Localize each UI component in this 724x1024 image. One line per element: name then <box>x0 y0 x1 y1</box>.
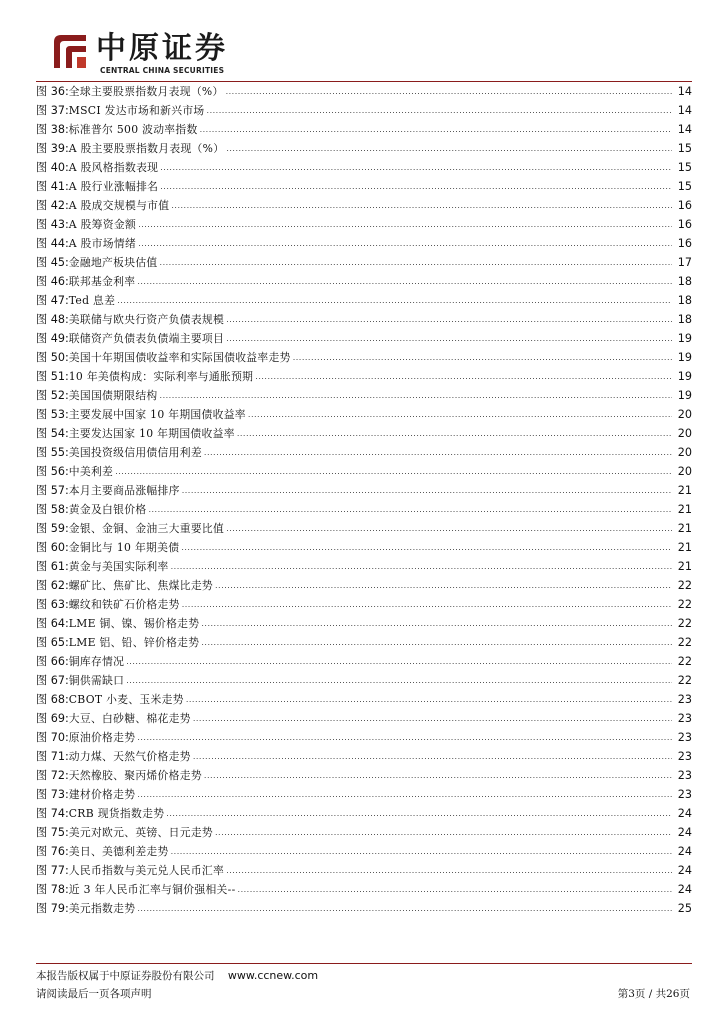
toc-entry[interactable] <box>36 842 692 861</box>
toc-entry-title: LME 铜、镍、锡价格走势 <box>68 617 200 630</box>
toc-dot-leader <box>226 861 672 880</box>
toc-dot-leader <box>115 462 672 481</box>
toc-entry-title: LME 铝、铅、锌价格走势 <box>68 636 200 649</box>
toc-entry-page: 21 <box>677 484 692 497</box>
toc-entry-label: 图 66: <box>36 655 69 668</box>
toc-entry-page: 15 <box>677 142 692 155</box>
toc-entry-title: A 股成交规模与市值 <box>68 199 170 212</box>
toc-entry-label: 图 69: <box>36 712 69 725</box>
toc-entry-page: 23 <box>677 693 692 706</box>
toc-entry-page: 16 <box>677 237 692 250</box>
toc-entry[interactable] <box>36 215 692 234</box>
toc-entry-page: 22 <box>677 674 692 687</box>
toc-entry[interactable] <box>36 310 692 329</box>
toc-dot-leader <box>193 709 672 728</box>
toc-dot-leader <box>160 253 672 272</box>
toc-entry[interactable] <box>36 728 692 747</box>
toc-entry-title: A 股主要股票指数月表现（%） <box>68 142 225 155</box>
toc-entry-label: 图 54: <box>36 427 69 440</box>
figure-table-of-contents <box>36 82 692 918</box>
toc-entry[interactable] <box>36 766 692 785</box>
toc-dot-leader <box>160 158 672 177</box>
toc-entry-page: 21 <box>677 522 692 535</box>
toc-entry-label: 图 78: <box>36 883 69 896</box>
toc-dot-leader <box>226 139 672 158</box>
toc-entry-title: 金融地产板块估值 <box>68 256 158 269</box>
toc-dot-leader <box>166 804 672 823</box>
toc-entry-page: 14 <box>677 85 692 98</box>
toc-entry[interactable] <box>36 576 692 595</box>
toc-entry-title: 本月主要商品涨幅排序 <box>68 484 180 497</box>
toc-entry-page: 16 <box>677 199 692 212</box>
toc-entry-page: 22 <box>677 655 692 668</box>
toc-entry-label: 图 38: <box>36 123 69 136</box>
toc-entry[interactable] <box>36 557 692 576</box>
toc-entry-page: 20 <box>677 446 692 459</box>
toc-entry-page: 22 <box>677 636 692 649</box>
toc-entry[interactable] <box>36 386 692 405</box>
toc-entry[interactable] <box>36 462 692 481</box>
toc-entry-label: 图 59: <box>36 522 69 535</box>
toc-entry-page: 18 <box>677 275 692 288</box>
toc-entry-label: 图 64: <box>36 617 69 630</box>
toc-entry-label: 图 44: <box>36 237 69 250</box>
toc-entry-title: A 股行业涨幅排名 <box>68 180 159 193</box>
toc-entry-label: 图 37: <box>36 104 69 117</box>
toc-entry-label: 图 63: <box>36 598 69 611</box>
toc-entry[interactable] <box>36 424 692 443</box>
toc-entry-title: 10 年美债构成：实际利率与通胀预期 <box>68 370 254 383</box>
toc-entry-page: 19 <box>677 389 692 402</box>
toc-entry-page: 23 <box>677 769 692 782</box>
toc-entry[interactable] <box>36 500 692 519</box>
toc-entry[interactable] <box>36 82 692 101</box>
toc-dot-leader <box>248 405 672 424</box>
toc-entry-label: 图 42: <box>36 199 69 212</box>
toc-entry-title: 大豆、白砂糖、棉花走势 <box>68 712 191 725</box>
toc-entry-label: 图 73: <box>36 788 69 801</box>
toc-entry-title: 动力煤、天然气价格走势 <box>68 750 191 763</box>
toc-entry-title: 螺矿比、焦矿比、焦煤比走势 <box>68 579 214 592</box>
toc-entry-page: 21 <box>677 541 692 554</box>
toc-entry-page: 19 <box>677 351 692 364</box>
toc-entry[interactable] <box>36 880 692 899</box>
toc-entry-title: CBOT 小麦、玉米走势 <box>68 693 184 706</box>
toc-entry-label: 图 49: <box>36 332 69 345</box>
toc-entry-page: 25 <box>677 902 692 915</box>
toc-dot-leader <box>137 272 672 291</box>
toc-entry-title: 美国投资级信用债信用利差 <box>68 446 202 459</box>
toc-entry[interactable] <box>36 481 692 500</box>
toc-entry[interactable] <box>36 690 692 709</box>
footer-copyright: 本报告版权属于中原证券股份有限公司 <box>36 970 215 982</box>
toc-entry-label: 图 74: <box>36 807 69 820</box>
toc-entry-page: 14 <box>677 123 692 136</box>
toc-entry-label: 图 56: <box>36 465 69 478</box>
toc-entry-label: 图 58: <box>36 503 69 516</box>
toc-dot-leader <box>207 101 672 120</box>
toc-entry-title: 联邦基金利率 <box>68 275 136 288</box>
toc-entry-title: 主要发达国家 10 年期国债收益率 <box>68 427 235 440</box>
toc-entry[interactable] <box>36 120 692 139</box>
toc-entry-label: 图 62: <box>36 579 69 592</box>
footer-disclaimer: 请阅读最后一页各项声明 <box>36 988 152 1000</box>
toc-entry[interactable] <box>36 234 692 253</box>
toc-entry-page: 23 <box>677 731 692 744</box>
toc-entry-page: 24 <box>677 883 692 896</box>
toc-entry-title: 美日、美德利差走势 <box>68 845 169 858</box>
toc-entry-title: A 股筹资金额 <box>68 218 137 231</box>
toc-dot-leader <box>226 329 672 348</box>
toc-entry[interactable] <box>36 633 692 652</box>
logo-chinese-name: 中原证券 <box>96 31 228 66</box>
toc-entry-label: 图 76: <box>36 845 69 858</box>
toc-entry-page: 14 <box>677 104 692 117</box>
toc-entry-page: 23 <box>677 788 692 801</box>
toc-dot-leader <box>171 557 672 576</box>
toc-entry-label: 图 43: <box>36 218 69 231</box>
toc-entry-title: 美国十年期国债收益率和实际国债收益率走势 <box>68 351 291 364</box>
toc-entry[interactable] <box>36 367 692 386</box>
toc-dot-leader <box>204 766 672 785</box>
toc-entry-label: 图 61: <box>36 560 69 573</box>
toc-entry-label: 图 51: <box>36 370 69 383</box>
toc-dot-leader <box>182 595 672 614</box>
toc-dot-leader <box>215 576 672 595</box>
toc-entry-page: 18 <box>677 294 692 307</box>
toc-entry[interactable] <box>36 253 692 272</box>
toc-entry-label: 图 55: <box>36 446 69 459</box>
toc-entry-page: 22 <box>677 598 692 611</box>
toc-entry-title: 铜供需缺口 <box>68 674 125 687</box>
toc-entry-title: 全球主要股票指数月表现（%） <box>68 85 224 98</box>
toc-entry[interactable] <box>36 177 692 196</box>
toc-entry-label: 图 67: <box>36 674 69 687</box>
toc-dot-leader <box>181 538 672 557</box>
toc-entry-label: 图 70: <box>36 731 69 744</box>
central-china-securities-logo-icon <box>50 32 90 72</box>
toc-entry-label: 图 65: <box>36 636 69 649</box>
toc-dot-leader <box>226 82 672 101</box>
toc-dot-leader <box>201 633 672 652</box>
toc-entry-label: 图 77: <box>36 864 69 877</box>
toc-entry-page: 23 <box>677 750 692 763</box>
footer-website-link[interactable]: www.ccnew.com <box>227 969 319 982</box>
toc-entry-title: 联储资产负债表负债端主要项目 <box>68 332 225 345</box>
toc-entry-label: 图 75: <box>36 826 69 839</box>
toc-entry-label: 图 72: <box>36 769 69 782</box>
toc-entry-title: 黄金及白银价格 <box>68 503 147 516</box>
toc-entry[interactable] <box>36 348 692 367</box>
toc-entry-page: 17 <box>677 256 692 269</box>
toc-entry-label: 图 79: <box>36 902 69 915</box>
toc-dot-leader <box>138 234 672 253</box>
report-header <box>38 30 688 82</box>
toc-entry[interactable] <box>36 443 692 462</box>
toc-entry[interactable] <box>36 101 692 120</box>
toc-dot-leader <box>160 177 672 196</box>
toc-entry[interactable] <box>36 652 692 671</box>
toc-entry[interactable] <box>36 804 692 823</box>
toc-dot-leader <box>226 310 672 329</box>
toc-entry-page: 24 <box>677 807 692 820</box>
toc-entry[interactable] <box>36 139 692 158</box>
toc-entry-label: 图 50: <box>36 351 69 364</box>
toc-entry[interactable] <box>36 291 692 310</box>
toc-dot-leader <box>137 785 672 804</box>
toc-entry-label: 图 45: <box>36 256 69 269</box>
toc-entry-label: 图 47: <box>36 294 69 307</box>
toc-entry-title: 美国国债期限结构 <box>68 389 158 402</box>
toc-dot-leader <box>237 424 672 443</box>
toc-entry-page: 21 <box>677 560 692 573</box>
toc-entry[interactable] <box>36 899 692 918</box>
toc-entry-label: 图 48: <box>36 313 69 326</box>
toc-dot-leader <box>293 348 672 367</box>
toc-entry-page: 24 <box>677 864 692 877</box>
toc-entry-page: 21 <box>677 503 692 516</box>
toc-entry-title: 金银、金铜、金油三大重要比值 <box>68 522 225 535</box>
toc-entry[interactable] <box>36 405 692 424</box>
toc-entry-page: 16 <box>677 218 692 231</box>
toc-entry[interactable] <box>36 519 692 538</box>
toc-dot-leader <box>148 500 672 519</box>
toc-entry[interactable] <box>36 196 692 215</box>
toc-entry-label: 图 57: <box>36 484 69 497</box>
toc-dot-leader <box>204 443 672 462</box>
toc-entry-title: 标准普尔 500 波动率指数 <box>68 123 198 136</box>
toc-entry-label: 图 40: <box>36 161 69 174</box>
footer-copyright-line <box>36 968 318 983</box>
toc-entry-title: 近 3 年人民币汇率与铜价强相关-- <box>68 883 236 896</box>
toc-entry-page: 22 <box>677 579 692 592</box>
toc-entry-page: 18 <box>677 313 692 326</box>
toc-dot-leader <box>182 481 672 500</box>
toc-entry[interactable] <box>36 671 692 690</box>
toc-entry[interactable] <box>36 538 692 557</box>
toc-dot-leader <box>186 690 672 709</box>
toc-entry-title: A 股风格指数表现 <box>68 161 159 174</box>
toc-entry-page: 24 <box>677 826 692 839</box>
toc-entry[interactable] <box>36 709 692 728</box>
toc-entry-page: 20 <box>677 465 692 478</box>
toc-entry-title: 铜库存情况 <box>68 655 125 668</box>
toc-entry[interactable] <box>36 272 692 291</box>
toc-entry-title: CRB 现货指数走势 <box>68 807 165 820</box>
toc-dot-leader <box>215 823 672 842</box>
toc-dot-leader <box>226 519 672 538</box>
toc-dot-leader <box>171 842 672 861</box>
toc-dot-leader <box>171 196 672 215</box>
toc-entry-title: 金铜比与 10 年期美债 <box>68 541 180 554</box>
toc-entry[interactable] <box>36 823 692 842</box>
toc-entry-page: 23 <box>677 712 692 725</box>
toc-entry-page: 20 <box>677 427 692 440</box>
toc-entry-title: 建材价格走势 <box>68 788 136 801</box>
toc-entry-title: 天然橡胶、聚丙烯价格走势 <box>68 769 202 782</box>
toc-entry-label: 图 53: <box>36 408 69 421</box>
toc-entry-label: 图 68: <box>36 693 69 706</box>
toc-entry-title: 美元对欧元、英镑、日元走势 <box>68 826 214 839</box>
toc-entry-label: 图 46: <box>36 275 69 288</box>
toc-entry-page: 22 <box>677 617 692 630</box>
logo-english-name: CENTRAL CHINA SECURITIES <box>100 66 225 75</box>
toc-dot-leader <box>138 215 672 234</box>
toc-entry-page: 15 <box>677 180 692 193</box>
toc-entry-title: 美联储与欧央行资产负债表规模 <box>68 313 225 326</box>
toc-entry[interactable] <box>36 861 692 880</box>
toc-dot-leader <box>238 880 672 899</box>
toc-entry-title: 原油价格走势 <box>68 731 136 744</box>
footer-divider <box>36 963 692 964</box>
toc-entry-label: 图 52: <box>36 389 69 402</box>
toc-dot-leader <box>193 747 672 766</box>
toc-dot-leader <box>201 614 672 633</box>
toc-entry[interactable] <box>36 614 692 633</box>
toc-entry-title: MSCI 发达市场和新兴市场 <box>68 104 205 117</box>
toc-dot-leader <box>255 367 672 386</box>
toc-entry[interactable] <box>36 158 692 177</box>
toc-dot-leader <box>117 291 672 310</box>
toc-entry-page: 15 <box>677 161 692 174</box>
toc-dot-leader <box>137 728 672 747</box>
toc-dot-leader <box>137 899 672 918</box>
toc-dot-leader <box>126 671 672 690</box>
toc-entry-title: Ted 息差 <box>68 294 116 307</box>
toc-entry-title: 螺纹和铁矿石价格走势 <box>68 598 180 611</box>
toc-entry-title: 人民币指数与美元兑人民币汇率 <box>68 864 225 877</box>
toc-dot-leader <box>200 120 672 139</box>
toc-dot-leader <box>160 386 672 405</box>
toc-entry-title: 美元指数走势 <box>68 902 136 915</box>
toc-entry-title: A 股市场情绪 <box>68 237 137 250</box>
toc-entry-page: 19 <box>677 370 692 383</box>
toc-entry[interactable] <box>36 595 692 614</box>
toc-entry-title: 主要发展中国家 10 年期国债收益率 <box>68 408 246 421</box>
footer-page-number: 第3页 / 共26页 <box>617 988 690 1000</box>
toc-entry-page: 24 <box>677 845 692 858</box>
toc-dot-leader <box>126 652 672 671</box>
toc-entry[interactable] <box>36 329 692 348</box>
toc-entry-label: 图 36: <box>36 85 69 98</box>
toc-entry-label: 图 41: <box>36 180 69 193</box>
toc-entry-label: 图 39: <box>36 142 69 155</box>
toc-entry[interactable] <box>36 785 692 804</box>
toc-entry-label: 图 60: <box>36 541 69 554</box>
toc-entry-title: 中美利差 <box>68 465 114 478</box>
toc-entry-page: 19 <box>677 332 692 345</box>
toc-entry-label: 图 71: <box>36 750 69 763</box>
toc-entry-page: 20 <box>677 408 692 421</box>
toc-entry[interactable] <box>36 747 692 766</box>
toc-entry-title: 黄金与美国实际利率 <box>68 560 169 573</box>
